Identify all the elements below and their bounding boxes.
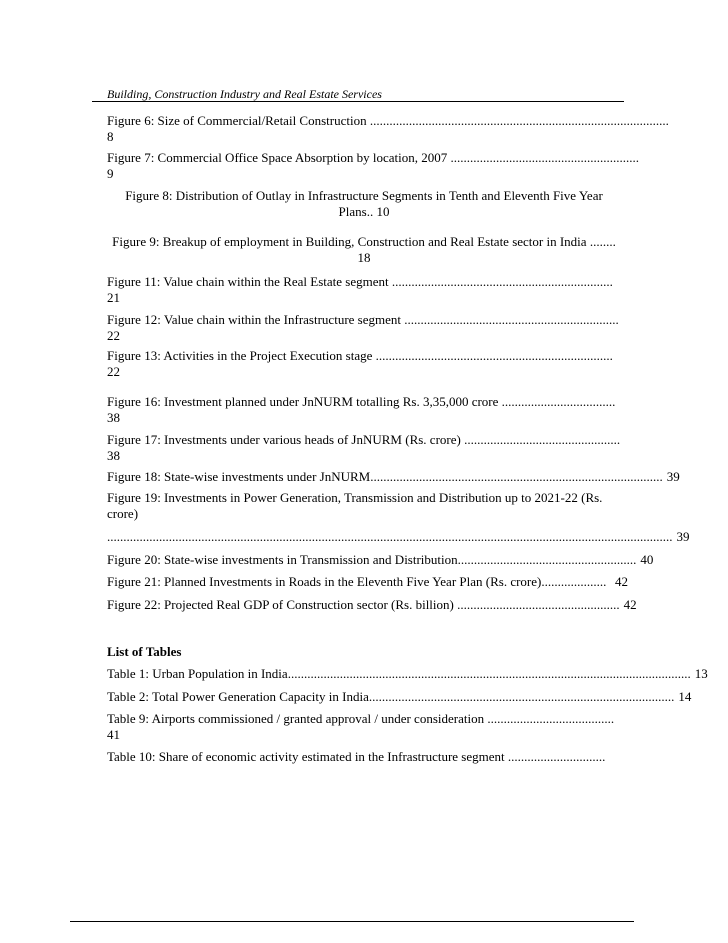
toc-entry-leader: .......................................................................................... [370,469,663,484]
toc-entry-figure-20[interactable] [107,552,654,568]
running-header: Building, Construction Industry and Real Estate Services [107,87,382,101]
toc-entry-page: 21 [107,289,120,305]
toc-entry-figure-12[interactable] [107,312,622,343]
header-rule [92,101,624,102]
toc-entry-page: 38 [107,447,120,463]
toc-entry-figure-16[interactable] [107,394,622,425]
toc-entry-figure-18[interactable] [107,469,680,485]
toc-entry-leader: ................................... [501,394,616,409]
toc-entry-leader: ............................................................................................ [369,113,669,128]
toc-entry-page: 22 [107,327,120,343]
toc-entry-title: Figure 17: Investments under various heads of JnNURM (Rs. crore) [107,432,465,447]
toc-entry-title: Figure 19: Investments in Power Generation, Transmission and Distribution up to 2021-22 (Rs. crore) [107,490,603,521]
toc-entry-page: 22 [107,363,120,379]
toc-entry-leader: .............................. [507,749,606,764]
toc-entry-title: Figure 20: State-wise investments in Transmission and Distribution [107,552,458,567]
toc-entry-title: Figure 7: Commercial Office Space Absorption by location, 2007 [107,150,451,165]
toc-entry-table-10[interactable] [107,749,622,765]
toc-entry-table-2[interactable] [107,689,692,705]
toc-entry-title: Figure 13: Activities in the Project Execution stage [107,348,376,363]
toc-entry-leader: .................... [541,574,607,589]
toc-entry-figure-19-leader-line [107,529,690,545]
toc-entry-figure-7[interactable] [107,150,639,181]
toc-entry-title: Figure 22: Projected Real GDP of Construction sector (Rs. billion) [107,597,458,612]
toc-entry-title: Figure 8: Distribution of Outlay in Infrastructure Segments in Tenth and Eleventh Five Year Plans.. 10 [125,188,603,219]
toc-entry-table-1[interactable] [107,666,708,682]
toc-entry-leader: .............................................................................................................................................................................. [107,529,673,544]
toc-entry-title: Figure 11: Value chain within the Real Estate segment [107,274,392,289]
toc-entry-page: 39 [666,469,680,484]
toc-entry-figure-11[interactable] [107,274,622,305]
toc-entry-figure-9[interactable] [107,234,621,265]
toc-entry-page: 9 [107,165,114,181]
toc-entry-title: Figure 9: Breakup of employment in Building, Construction and Real Estate sector in India ........ 18 [112,234,616,265]
toc-entry-leader: ....................................... [487,711,615,726]
list-of-tables-heading: List of Tables [107,644,182,659]
toc-entry-leader: .............................................................................................. [368,689,675,704]
toc-entry-page: 13 [694,666,708,681]
footer-rule [70,921,634,922]
toc-entry-figure-17[interactable] [107,432,622,463]
toc-entry-title: Table 10: Share of economic activity estimated in the Infrastructure segment [107,749,508,764]
toc-entry-title: Figure 18: State-wise investments under JnNURM [107,469,371,484]
toc-entry-leader: ....................................................... [457,552,637,567]
toc-entry-figure-6[interactable] [107,113,669,144]
toc-entry-leader: ......................................................................... [375,348,613,363]
toc-entry-table-9[interactable] [107,711,622,742]
toc-entry-figure-13[interactable] [107,348,622,379]
toc-entry-page: 42 [615,574,628,589]
toc-entry-leader: .................................................................. [404,312,619,327]
toc-entry-title: Table 2: Total Power Generation Capacity in India [107,689,369,704]
toc-entry-figure-22[interactable] [107,597,637,613]
toc-entry-page: 40 [640,552,654,567]
toc-entry-title: Figure 21: Planned Investments in Roads in the Eleventh Five Year Plan (Rs. crore) [107,574,542,589]
toc-entry-page: 14 [678,689,692,704]
toc-entry-leader: .......................................................... [450,150,639,165]
toc-entry-leader: .................................................................... [391,274,613,289]
toc-entry-leader: ............................................................................................................................ [287,666,691,681]
toc-entry-leader: .................................................. [457,597,620,612]
toc-entry-page: 39 [676,529,690,544]
toc-entry-page: 42 [623,597,637,612]
toc-entry-page: 8 [107,128,114,144]
toc-entry-figure-8[interactable] [107,188,621,219]
toc-entry-figure-21[interactable] [107,574,628,590]
toc-entry-title: Figure 12: Value chain within the Infrastructure segment [107,312,405,327]
toc-entry-title: Table 1: Urban Population in India [107,666,288,681]
toc-entry-page: 38 [107,409,120,425]
toc-entry-page: 41 [107,726,120,742]
toc-entry-title: Figure 6: Size of Commercial/Retail Construction [107,113,370,128]
toc-entry-leader: ................................................ [464,432,621,447]
toc-entry-title: Table 9: Airports commissioned / granted approval / under consideration [107,711,488,726]
toc-entry-figure-19[interactable] [107,490,621,521]
toc-entry-title: Figure 16: Investment planned under JnNURM totalling Rs. 3,35,000 crore [107,394,502,409]
